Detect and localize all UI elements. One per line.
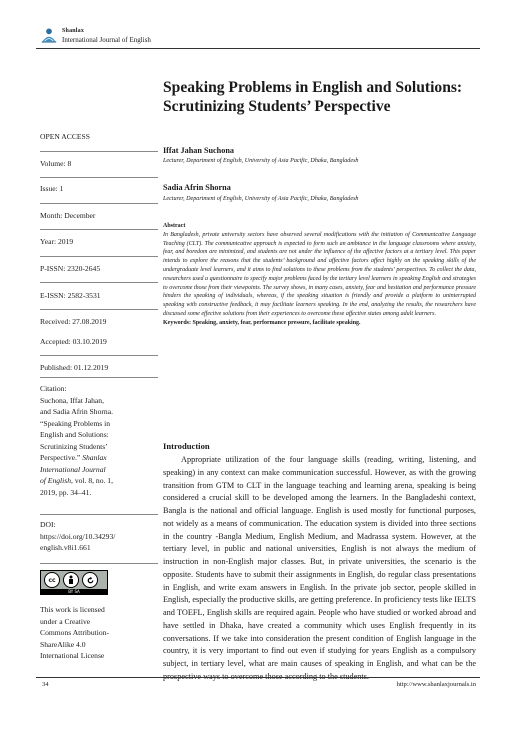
share-alike-icon — [82, 572, 98, 588]
citation-block — [40, 383, 158, 498]
citation-line: Suchona, Iffat Jahan, — [40, 395, 104, 405]
journal-name: International Journal of English — [62, 36, 151, 44]
cc-icon: cc — [44, 572, 60, 588]
cc-strip: BY SA — [41, 589, 107, 594]
intro-body: Appropriate utilization of the four language skills (reading, writing, listening, and speaking) in any context can make communication successful. However, as with the growing transition from GTM to CLT in the language teaching and learning arena, speaking is being considered a crucial skill to be developed among the learners. In the Bangladeshi context, Bangla is the national and official language. English is used mostly for functional purposes, not widely as a means of communication. The education system is divided into three sections in the country -Bangla Medium, English Medium, and Madrassa system. However, at the tertiary level, in public and national universities, English is not always the medium of instruction in non-English major classes. But, in private universities, the scenario is the opposite. Students have to submit their assignments in English, do regular class presentations in English, and write exam answers in English. In the private job sector, people skilled in English, especially the productive skills, are getting preference. In proficiency tests like IELTS and TOEFL, English skills are required again. People who have studied or worked abroad and have settled in Dhaka, have created a community which uses English frequently in its conversations. If we take into consideration the present condition of English language in the country, it is very important to find out even if studying for years English as a compulsory subject, in tertiary level, what are main causes of speaking in English, and what can be the prospective ways to overcome those according to the students. — [163, 455, 476, 681]
citation-line — [40, 452, 158, 464]
author-affiliation: Lecturer, Department of English, University of Asia Pacific, Dhaka, Bangladesh — [163, 196, 359, 202]
footer-divider — [36, 677, 480, 678]
citation-line — [40, 464, 158, 476]
accepted-date: Accepted: 03.10.2019 — [40, 337, 107, 346]
header-divider — [36, 48, 480, 49]
sidebar-divider — [40, 229, 158, 230]
citation-journal: International Journal — [40, 464, 106, 474]
license-text — [40, 604, 158, 662]
sidebar-divider — [40, 355, 158, 356]
article-title: Speaking Problems in English and Solutions: Scrutinizing Students’ Perspective — [163, 79, 463, 115]
citation-line — [40, 475, 158, 487]
citation-journal: Shanlax — [82, 453, 107, 462]
published-date: Published: 01.12.2019 — [40, 363, 109, 372]
doi-label: DOI: — [40, 520, 56, 529]
sidebar-divider — [40, 177, 158, 178]
cc-license-badge[interactable] — [40, 570, 108, 595]
doi-link[interactable]: english.v8i1.661 — [40, 543, 91, 552]
brand-name: Shanlax — [62, 28, 85, 34]
license-line: International License — [40, 651, 105, 660]
sidebar-divider — [40, 151, 158, 152]
volume: Volume: 8 — [40, 159, 72, 168]
sidebar-divider — [40, 514, 158, 515]
e-issn: E-ISSN: 2582-3531 — [40, 291, 101, 300]
citation-line: English and Solutions: — [40, 430, 109, 439]
abstract-title: Abstract — [163, 223, 186, 229]
journal-website-link[interactable]: http://www.shanlaxjournals.in — [396, 681, 476, 688]
citation-text: , vol. 8, no. 1, — [71, 476, 113, 485]
sidebar-divider — [40, 309, 158, 310]
intro-heading: Introduction — [163, 441, 210, 451]
year: Year: 2019 — [40, 237, 74, 246]
attribution-icon — [63, 572, 79, 588]
abstract-body: In Bangladesh, private university sectors have observed several modifications with the initiation of Communicative Language Teaching (CLT). The communicative approach is expected to form such an ambiance in the language classrooms where anxiety, fear, and boredom are minimized, and students are not under the influence of the affective factors at a tertiary level. This paper intends to explore the reasons that the students’ background and affective factors affect highly on the speaking skills of the undergraduate level learners, and it aims to find solutions to these problems from the students’ perspectives. To collect the data, researchers used a questionnaire to specify major problems faced by the tertiary level learners in speaking English and strategies to overcome those from their viewpoints. The survey shows, in many cases, anxiety, fear and hesitation and performance pressure hinders the speaking of individuals, whereas, if the speaking situation is friendly and provide a platform to uninterrupted speaking with constructive feedback, it may facilitate learners speaking. In the end, analyzing the results, the researchers have discussed some effective solutions from their experiences to overcome these affective states among adult learners. — [163, 231, 476, 317]
sidebar-divider — [40, 563, 158, 564]
sidebar-divider — [40, 377, 158, 378]
sidebar-divider — [40, 256, 158, 257]
issue: Issue: 1 — [40, 184, 64, 193]
author-affiliation: Lecturer, Department of English, University of Asia Pacific, Dhaka, Bangladesh — [163, 158, 359, 164]
citation-line: Scrutinizing Students’ — [40, 441, 108, 451]
citation-label: Citation: — [40, 384, 67, 393]
month: Month: December — [40, 211, 96, 220]
received-date: Received: 27.08.2019 — [40, 317, 107, 326]
citation-line: 2019, pp. 34–41. — [40, 487, 92, 497]
author-name: Sadia Afrin Shorna — [163, 183, 231, 192]
license-line: This work is licensed — [40, 605, 105, 614]
citation-journal: of English — [40, 476, 72, 485]
abstract-section — [163, 222, 476, 328]
license-line: ShareAlike 4.0 — [40, 639, 86, 649]
citation-text: Perspective.” — [40, 453, 81, 462]
p-issn: P-ISSN: 2320-2645 — [40, 264, 101, 273]
doi-block — [40, 519, 158, 554]
license-line: under a Creative — [40, 616, 91, 626]
citation-line: “Speaking Problems in — [40, 418, 111, 428]
sidebar-divider — [40, 203, 158, 204]
shanlax-logo-icon — [40, 26, 58, 44]
doi-link[interactable]: https://doi.org/10.34293/ — [40, 531, 116, 541]
author-name: Iffat Jahan Suchona — [163, 146, 234, 155]
citation-line: and Sadia Afrin Shorna. — [40, 407, 113, 416]
sidebar-divider — [40, 282, 158, 283]
open-access-label: OPEN ACCESS — [40, 132, 91, 141]
license-line: Commons Attribution- — [40, 628, 109, 637]
page-number: 34 — [42, 681, 49, 688]
keywords: Keywords: Speaking, anxiety, fear, performance pressure, facilitate speaking. — [163, 319, 361, 326]
